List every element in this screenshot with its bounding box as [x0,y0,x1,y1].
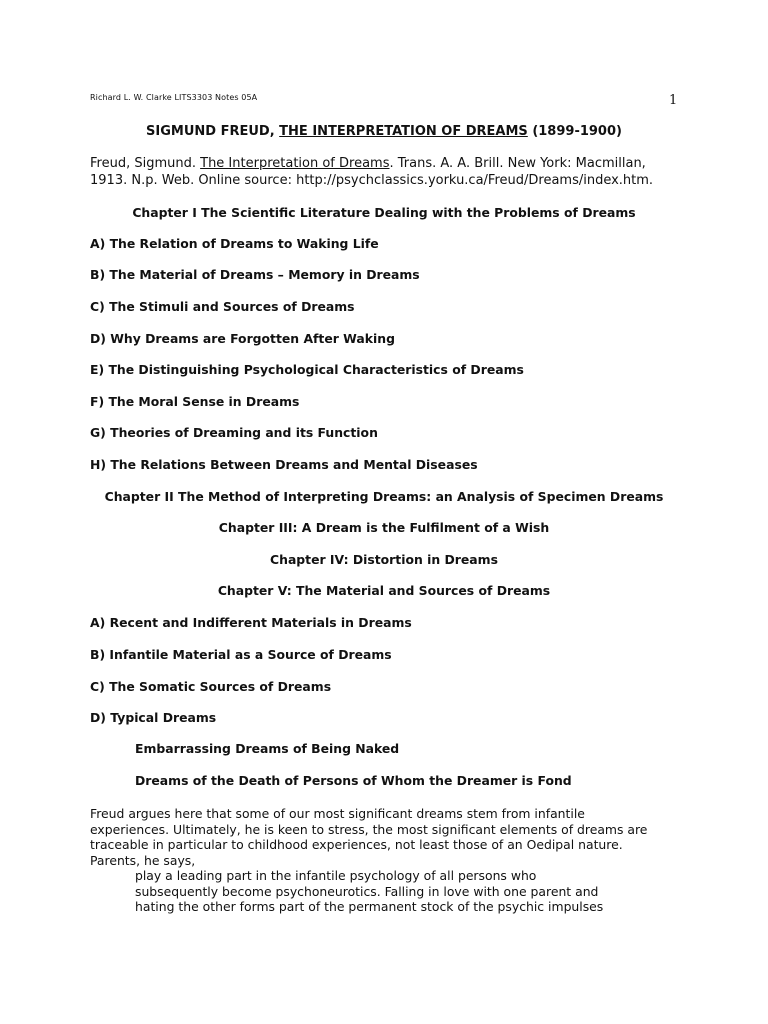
section-heading: B) Infantile Material as a Source of Dreams [90,647,392,662]
section-heading: C) The Stimuli and Sources of Dreams [90,299,355,314]
paragraph-line: traceable in particular to childhood experiences, not least those of an Oedipal nature. [90,837,623,853]
quote-line: subsequently become psychoneurotics. Falling in love with one parent and [135,883,599,899]
document-title [0,124,768,139]
title-author: SIGMUND FREUD, [146,124,280,139]
citation-line-2: 1913. N.p. Web. Online source: http://psychclassics.yorku.ca/Freud/Dreams/index.htm. [90,173,654,188]
section-heading: D) Why Dreams are Forgotten After Waking [90,331,395,346]
chapter-2-heading: Chapter II The Method of Interpreting Dreams: an Analysis of Specimen Dreams [104,489,664,504]
paragraph-line: Parents, he says, [90,852,196,868]
chapter-5-heading: Chapter V: The Material and Sources of Dreams [217,583,551,598]
section-heading: H) The Relations Between Dreams and Mental Diseases [90,457,478,472]
citation [90,155,690,189]
citation-line-1 [90,155,690,172]
section-heading: D) Typical Dreams [90,710,217,725]
section-heading: G) Theories of Dreaming and its Function [90,425,378,440]
section-heading: E) The Distinguishing Psychological Characteristics of Dreams [90,362,524,377]
subsection-heading: Dreams of the Death of Persons of Whom the Dreamer is Fond [135,773,572,788]
citation-work: The Interpretation of Dreams [200,156,390,171]
quote-line: hating the other forms part of the permanent stock of the psychic impulses [135,899,604,915]
section-heading: F) The Moral Sense in Dreams [90,394,300,409]
subsection-heading: Embarrassing Dreams of Being Naked [135,741,400,756]
body-paragraph [90,806,690,868]
paragraph-line: experiences. Ultimately, he is keen to stress, the most significant elements of dreams are [90,821,648,837]
paragraph-line: Freud argues here that some of our most significant dreams stem from infantile [90,806,585,821]
running-header: Richard L. W. Clarke LITS3303 Notes 05A [90,93,258,102]
block-quote [135,868,695,915]
section-heading: C) The Somatic Sources of Dreams [90,679,332,694]
chapter-3-heading: Chapter III: A Dream is the Fulfilment of a Wish [218,520,550,535]
section-heading: A) The Relation of Dreams to Waking Life [90,236,379,251]
chapter-4-heading: Chapter IV: Distortion in Dreams [270,552,498,567]
section-heading: A) Recent and Indifferent Materials in Dreams [90,615,412,630]
citation-line1-rest: . Trans. A. A. Brill. New York: Macmillan, [389,156,646,171]
title-work: THE INTERPRETATION OF DREAMS [279,124,528,139]
quote-line: play a leading part in the infantile psychology of all persons who [135,868,537,883]
citation-prefix: Freud, Sigmund. [90,156,201,171]
chapter-1-heading: Chapter I The Scientific Literature Dealing with the Problems of Dreams [132,205,636,220]
page-number: 1 [669,93,678,108]
section-heading: B) The Material of Dreams – Memory in Dreams [90,267,420,282]
title-years: (1899-1900) [527,124,622,139]
